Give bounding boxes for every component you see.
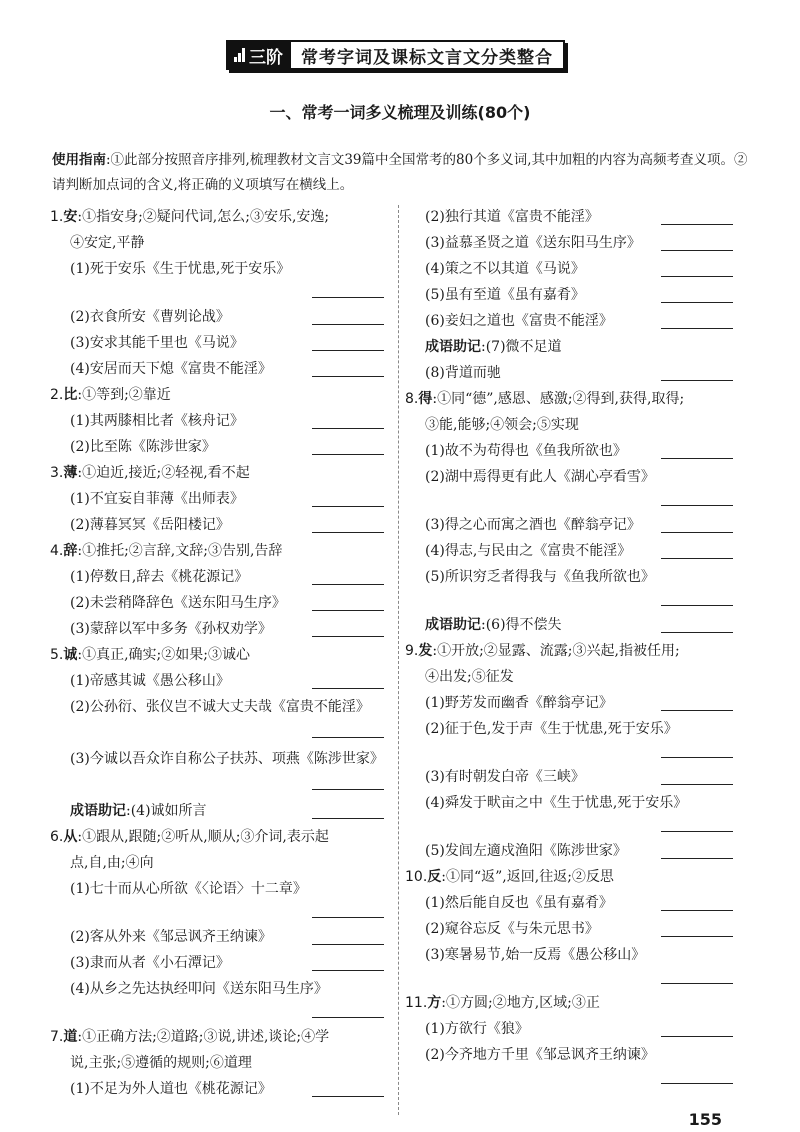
example-text: (2)衣食所安《曹刿论战》 bbox=[70, 309, 230, 325]
example-text: (6)妾妇之道也《富贵不能淫》 bbox=[425, 313, 613, 329]
example-text: (1)帝感其诚《愚公移山》 bbox=[70, 673, 230, 689]
example-text: (1)方欲行《狼》 bbox=[425, 1021, 529, 1037]
idiom-label: 成语助记 bbox=[425, 617, 481, 633]
entry-number: 7. bbox=[50, 1029, 64, 1045]
entry-senses: :①推托;②言辞,文辞;③告别,告辞 bbox=[77, 543, 283, 559]
usage-guide-label: 使用指南 bbox=[52, 152, 106, 168]
entry-senses-cont: ④出发;⑤征发 bbox=[425, 669, 514, 685]
entry-heading bbox=[405, 386, 733, 412]
answer-blank[interactable] bbox=[312, 970, 384, 971]
word-entry bbox=[405, 386, 733, 638]
example-text: (2)今齐地方千里《邹忌讽齐王纳谏》 bbox=[425, 1047, 655, 1063]
word-entry bbox=[50, 382, 384, 460]
example-text: (5)发闾左適戍渔阳《陈涉世家》 bbox=[425, 843, 627, 859]
answer-blank[interactable] bbox=[661, 328, 733, 329]
example-text: (1)停数日,辞去《桃花源记》 bbox=[70, 569, 249, 585]
example-text: (2)公孙衍、张仪岂不诚大丈夫哉《富贵不能淫》 bbox=[70, 699, 370, 715]
entry-senses: :①开放;②显露、流露;③兴起,指被任用; bbox=[432, 643, 680, 659]
answer-blank[interactable] bbox=[661, 1083, 733, 1084]
entry-senses-cont: 点,自,由;④向 bbox=[70, 855, 154, 871]
example-row bbox=[50, 924, 384, 950]
entry-senses: :①迫近,接近;②轻视,看不起 bbox=[77, 465, 250, 481]
answer-blank[interactable] bbox=[312, 324, 384, 325]
example-row bbox=[50, 330, 384, 356]
example-text: (2)薄暮冥冥《岳阳楼记》 bbox=[70, 517, 230, 533]
example-row bbox=[50, 798, 384, 824]
answer-blank[interactable] bbox=[661, 605, 733, 606]
example-row bbox=[405, 716, 733, 764]
example-row bbox=[50, 590, 384, 616]
example-row bbox=[50, 1076, 384, 1102]
example-text: (4)从乡之先达执经叩问《送东阳马生序》 bbox=[70, 981, 328, 997]
example-row bbox=[50, 564, 384, 590]
example-row bbox=[405, 1042, 733, 1090]
idiom-hint bbox=[405, 334, 562, 360]
entry-word: 安 bbox=[63, 209, 78, 225]
answer-blank[interactable] bbox=[661, 532, 733, 533]
answer-blank[interactable] bbox=[661, 380, 733, 381]
example-row bbox=[405, 564, 733, 612]
entry-heading bbox=[405, 638, 733, 664]
answer-blank[interactable] bbox=[661, 505, 733, 506]
idiom-hint bbox=[50, 798, 207, 824]
answer-blank[interactable] bbox=[661, 831, 733, 832]
answer-blank[interactable] bbox=[661, 983, 733, 984]
entry-number: 11. bbox=[405, 995, 428, 1011]
entry-number: 10. bbox=[405, 869, 428, 885]
banner-title: 常考字词及课标文言文分类整合 bbox=[301, 47, 553, 68]
word-entry bbox=[50, 824, 384, 1024]
entry-word: 从 bbox=[63, 829, 78, 845]
example-row bbox=[50, 356, 384, 382]
entry-number: 3. bbox=[50, 465, 64, 481]
answer-blank[interactable] bbox=[661, 558, 733, 559]
answer-blank[interactable] bbox=[312, 584, 384, 585]
answer-blank[interactable] bbox=[661, 910, 733, 911]
example-row bbox=[405, 230, 733, 256]
example-text: (3)蒙辞以军中多务《孙权劝学》 bbox=[70, 621, 272, 637]
answer-blank[interactable] bbox=[661, 224, 733, 225]
answer-blank[interactable] bbox=[661, 936, 733, 937]
entry-word: 诚 bbox=[63, 647, 78, 663]
idiom-text: :(7)微不足道 bbox=[481, 339, 562, 355]
answer-blank[interactable] bbox=[312, 789, 384, 790]
example-text: (5)所识穷乏者得我与《鱼我所欲也》 bbox=[425, 569, 655, 585]
answer-blank[interactable] bbox=[312, 610, 384, 611]
entry-number: 5. bbox=[50, 647, 64, 663]
word-entry bbox=[405, 638, 733, 864]
example-row bbox=[405, 282, 733, 308]
word-entry bbox=[405, 204, 733, 386]
example-row bbox=[405, 464, 733, 512]
entry-heading bbox=[50, 642, 384, 668]
entry-word: 薄 bbox=[63, 465, 78, 481]
entry-senses: :①同“德”,感恩、感激;②得到,获得,取得; bbox=[432, 391, 685, 407]
example-row bbox=[50, 512, 384, 538]
example-row bbox=[50, 408, 384, 434]
example-row bbox=[405, 612, 733, 638]
example-text: (3)益慕圣贤之道《送东阳马生序》 bbox=[425, 235, 641, 251]
idiom-text: :(4)诚如所言 bbox=[126, 803, 207, 819]
word-entry bbox=[50, 642, 384, 824]
answer-blank[interactable] bbox=[661, 458, 733, 459]
entry-heading bbox=[50, 824, 384, 850]
example-text: (4)舜发于畎亩之中《生于忧患,死于安乐》 bbox=[425, 795, 688, 811]
entry-number: 2. bbox=[50, 387, 64, 403]
example-text: (1)野芳发而幽香《醉翁亭记》 bbox=[425, 695, 613, 711]
example-text: (1)死于安乐《生于忧患,死于安乐》 bbox=[70, 261, 291, 277]
entry-heading bbox=[50, 204, 384, 230]
idiom-label: 成语助记 bbox=[70, 803, 126, 819]
example-row bbox=[50, 616, 384, 642]
example-row bbox=[50, 486, 384, 512]
answer-blank[interactable] bbox=[312, 1096, 384, 1097]
example-text bbox=[50, 798, 207, 824]
word-entry bbox=[405, 990, 733, 1090]
example-row bbox=[405, 942, 733, 990]
entry-senses-cont: ③能,能够;④领会;⑤实现 bbox=[425, 417, 579, 433]
entry-number: 8. bbox=[405, 391, 419, 407]
answer-blank[interactable] bbox=[312, 737, 384, 738]
entry-heading bbox=[405, 864, 733, 890]
entry-senses-cont: 说,主张;⑤遵循的规则;⑥道理 bbox=[70, 1055, 252, 1071]
example-text: (4)得志,与民由之《富贵不能淫》 bbox=[425, 543, 632, 559]
answer-blank[interactable] bbox=[312, 818, 384, 819]
word-entry bbox=[405, 864, 733, 990]
usage-guide bbox=[52, 148, 752, 198]
example-text: (2)客从外来《邹忌讽齐王纳谏》 bbox=[70, 929, 272, 945]
answer-blank[interactable] bbox=[312, 350, 384, 351]
answer-blank[interactable] bbox=[661, 1036, 733, 1037]
example-text: (4)策之不以其道《马说》 bbox=[425, 261, 585, 277]
example-row bbox=[405, 256, 733, 282]
entry-heading bbox=[50, 382, 384, 408]
answer-blank[interactable] bbox=[312, 532, 384, 533]
answer-blank[interactable] bbox=[661, 710, 733, 711]
example-text bbox=[405, 334, 562, 360]
example-row bbox=[50, 746, 384, 798]
entry-number: 1. bbox=[50, 209, 64, 225]
example-row bbox=[405, 360, 733, 386]
entry-senses: :①真正,确实;②如果;③诚心 bbox=[77, 647, 250, 663]
example-text: (2)窥谷忘反《与朱元思书》 bbox=[425, 921, 599, 937]
entry-heading bbox=[405, 990, 733, 1016]
example-text: (3)今诚以吾众诈自称公子扶苏、项燕《陈涉世家》 bbox=[70, 751, 384, 767]
entry-word: 辞 bbox=[63, 543, 78, 559]
entry-senses: :①正确方法;②道路;③说,讲述,谈论;④学 bbox=[77, 1029, 330, 1045]
example-row bbox=[405, 512, 733, 538]
section-title: 一、常考一词多义梳理及训练(80个) bbox=[269, 103, 531, 122]
column-divider bbox=[398, 205, 399, 1115]
answer-blank[interactable] bbox=[312, 428, 384, 429]
answer-blank[interactable] bbox=[312, 1017, 384, 1018]
banner-tag bbox=[228, 42, 291, 68]
answer-blank[interactable] bbox=[312, 454, 384, 455]
answer-blank[interactable] bbox=[661, 276, 733, 277]
example-text: (1)不宜妄自菲薄《出师表》 bbox=[70, 491, 244, 507]
word-entry bbox=[50, 538, 384, 642]
example-row bbox=[50, 668, 384, 694]
section-banner bbox=[226, 40, 565, 70]
example-row bbox=[50, 876, 384, 924]
example-text: (1)其两膝相比者《核舟记》 bbox=[70, 413, 244, 429]
answer-blank[interactable] bbox=[312, 688, 384, 689]
example-row bbox=[50, 976, 384, 1024]
entry-heading bbox=[50, 538, 384, 564]
page-number: 155 bbox=[688, 1110, 722, 1129]
entry-senses: :①方圆;②地方,区域;③正 bbox=[441, 995, 600, 1011]
example-text: (2)未尝稍降辞色《送东阳马生序》 bbox=[70, 595, 286, 611]
answer-blank[interactable] bbox=[312, 506, 384, 507]
word-entry bbox=[50, 1024, 384, 1102]
example-text: (3)寒暑易节,始一反焉《愚公移山》 bbox=[425, 947, 646, 963]
example-row bbox=[50, 694, 384, 746]
left-column bbox=[50, 204, 384, 1102]
answer-blank[interactable] bbox=[312, 297, 384, 298]
example-text: (1)然后能自反也《虽有嘉肴》 bbox=[425, 895, 613, 911]
example-row bbox=[405, 690, 733, 716]
example-row bbox=[405, 764, 733, 790]
bar-chart-icon bbox=[234, 48, 245, 62]
entry-senses: :①指安身;②疑问代词,怎么;③安乐,安逸; bbox=[77, 209, 330, 225]
entry-senses: :①同“返”,返回,往返;②反思 bbox=[441, 869, 614, 885]
answer-blank[interactable] bbox=[312, 376, 384, 377]
idiom-label: 成语助记 bbox=[425, 339, 481, 355]
entry-number: 4. bbox=[50, 543, 64, 559]
answer-blank[interactable] bbox=[661, 757, 733, 758]
example-row bbox=[405, 204, 733, 230]
answer-blank[interactable] bbox=[312, 944, 384, 945]
answer-blank[interactable] bbox=[661, 250, 733, 251]
example-row bbox=[405, 334, 733, 360]
example-text: (3)有时朝发白帝《三峡》 bbox=[425, 769, 585, 785]
example-row bbox=[405, 538, 733, 564]
example-text: (2)比至陈《陈涉世家》 bbox=[70, 439, 216, 455]
entry-number: 9. bbox=[405, 643, 419, 659]
entry-word: 方 bbox=[427, 995, 442, 1011]
entry-word: 反 bbox=[427, 869, 442, 885]
example-row bbox=[405, 308, 733, 334]
example-text: (2)湖中焉得更有此人《湖心亭看雪》 bbox=[425, 469, 655, 485]
word-entry bbox=[50, 460, 384, 538]
example-row bbox=[50, 950, 384, 976]
usage-guide-text: :①此部分按照音序排列,梳理教材文言文39篇中全国常考的80个多义词,其中加粗的内容为高频考查义项。②请判断加点词的含义,将正确的义项填写在横线上。 bbox=[52, 152, 748, 193]
answer-blank[interactable] bbox=[661, 858, 733, 859]
entry-word: 比 bbox=[63, 387, 78, 403]
example-row bbox=[405, 438, 733, 464]
answer-blank[interactable] bbox=[661, 632, 733, 633]
entry-senses-cont: ④安定,平静 bbox=[70, 235, 145, 251]
entry-word: 道 bbox=[63, 1029, 78, 1045]
example-text: (4)安居而天下熄《富贵不能淫》 bbox=[70, 361, 272, 377]
example-text: (3)安求其能千里也《马说》 bbox=[70, 335, 244, 351]
banner-tag-text: 三阶 bbox=[249, 47, 283, 68]
example-text: (1)故不为苟得也《鱼我所欲也》 bbox=[425, 443, 627, 459]
word-entry bbox=[50, 204, 384, 382]
entry-senses: :①跟从,跟随;②听从,顺从;③介词,表示起 bbox=[77, 829, 329, 845]
example-row bbox=[50, 304, 384, 330]
example-text: (2)征于色,发于声《生于忧患,死于安乐》 bbox=[425, 721, 678, 737]
example-row bbox=[405, 838, 733, 864]
example-text: (5)虽有至道《虽有嘉肴》 bbox=[425, 287, 585, 303]
idiom-hint bbox=[405, 612, 562, 638]
answer-blank[interactable] bbox=[312, 636, 384, 637]
example-text: (1)不足为外人道也《桃花源记》 bbox=[70, 1081, 272, 1097]
entry-number: 6. bbox=[50, 829, 64, 845]
entry-word: 得 bbox=[418, 391, 433, 407]
example-text bbox=[405, 612, 562, 638]
example-row bbox=[405, 916, 733, 942]
example-row bbox=[405, 790, 733, 838]
entry-heading bbox=[50, 1024, 384, 1050]
entry-senses: :①等到;②靠近 bbox=[77, 387, 171, 403]
entry-word: 发 bbox=[418, 643, 433, 659]
example-row bbox=[405, 1016, 733, 1042]
example-text: (3)得之心而寓之酒也《醉翁亭记》 bbox=[425, 517, 641, 533]
example-text: (2)独行其道《富贵不能淫》 bbox=[425, 209, 599, 225]
example-row bbox=[405, 890, 733, 916]
idiom-text: :(6)得不偿失 bbox=[481, 617, 562, 633]
example-text: (1)七十而从心所欲《〈论语〉十二章》 bbox=[70, 881, 307, 897]
right-column bbox=[405, 204, 733, 1090]
example-text: (3)隶而从者《小石潭记》 bbox=[70, 955, 230, 971]
answer-blank[interactable] bbox=[661, 302, 733, 303]
answer-blank[interactable] bbox=[661, 784, 733, 785]
answer-blank[interactable] bbox=[312, 917, 384, 918]
entry-heading bbox=[50, 460, 384, 486]
example-row bbox=[50, 256, 384, 304]
example-row bbox=[50, 434, 384, 460]
example-text: (8)背道而驰 bbox=[425, 365, 501, 381]
